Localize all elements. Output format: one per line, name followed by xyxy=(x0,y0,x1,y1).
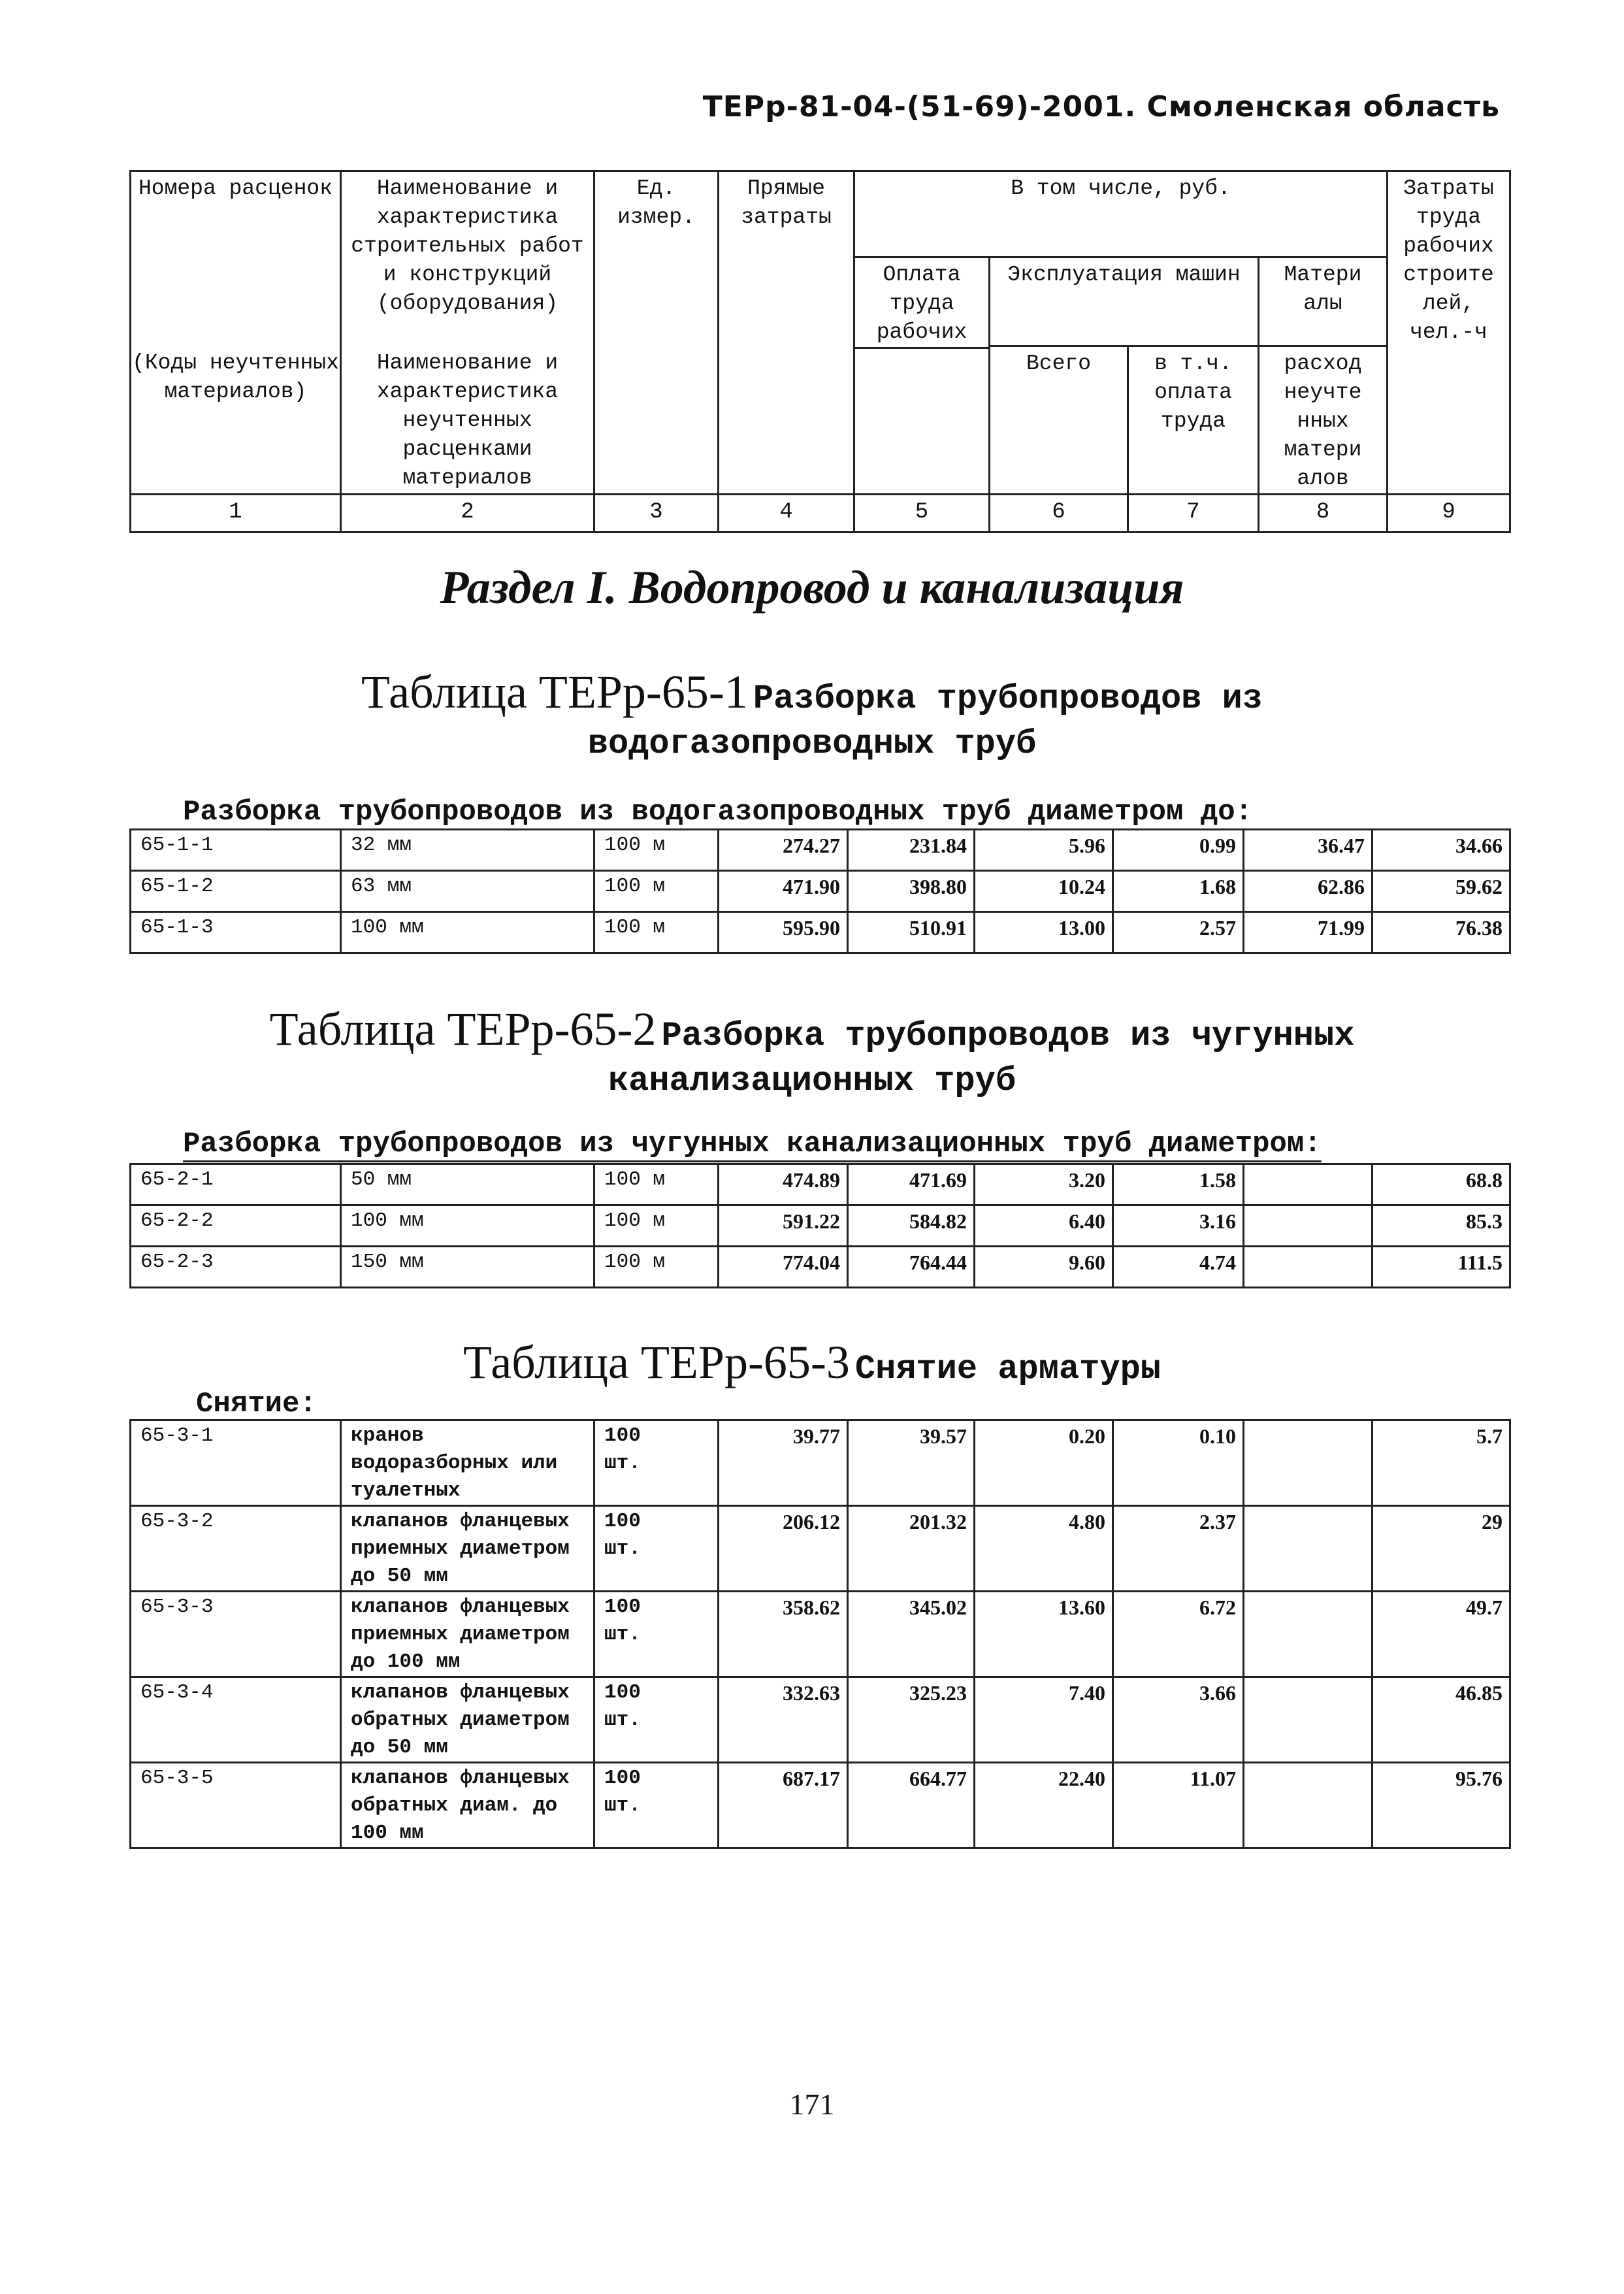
labor-hours: 68.8 xyxy=(1372,1164,1510,1205)
direct-costs: 206.12 xyxy=(719,1506,848,1592)
header-machine-total: Всего xyxy=(990,346,1128,495)
unit: 100 м xyxy=(594,1247,719,1288)
direct-costs: 595.90 xyxy=(719,912,848,953)
col-number: 3 xyxy=(594,495,719,533)
labor-hours: 34.66 xyxy=(1372,830,1510,871)
table-heading-65-3 xyxy=(0,1335,1624,1390)
table-row xyxy=(131,1592,1510,1677)
table-subtitle: Разборка трубопроводов из чугунных канализационных труб диаметром: xyxy=(183,1128,1322,1162)
unit: 100 шт. xyxy=(594,1677,719,1763)
direct-costs: 774.04 xyxy=(719,1247,848,1288)
rate-code: 65-1-1 xyxy=(131,830,341,871)
machine-labor: 2.37 xyxy=(1113,1506,1244,1592)
header-direct-costs: Прямые затраты xyxy=(719,171,854,495)
work-name: кранов водоразборных или туалетных xyxy=(341,1420,594,1506)
page-number: 171 xyxy=(789,2088,835,2121)
col-number: 5 xyxy=(854,495,990,533)
machine-total: 13.60 xyxy=(975,1592,1113,1677)
machine-total: 0.20 xyxy=(975,1420,1113,1506)
header-machine-ops: Эксплуатация машин xyxy=(990,257,1259,346)
unit: 100 м xyxy=(594,912,719,953)
machine-labor: 4.74 xyxy=(1113,1247,1244,1288)
unit: 100 м xyxy=(594,871,719,912)
rate-code: 65-3-1 xyxy=(131,1420,341,1506)
direct-costs: 274.27 xyxy=(719,830,848,871)
materials xyxy=(1244,1506,1372,1592)
table-subtitle: Разборка трубопроводов из водогазопроводных труб диаметром до: xyxy=(183,796,1252,830)
machine-total: 9.60 xyxy=(975,1247,1113,1288)
table-row xyxy=(131,912,1510,953)
machine-labor: 3.66 xyxy=(1113,1677,1244,1763)
rate-code: 65-2-1 xyxy=(131,1164,341,1205)
data-table-65-3 xyxy=(129,1419,1511,1849)
machine-total: 13.00 xyxy=(975,912,1113,953)
machine-labor: 3.16 xyxy=(1113,1205,1244,1247)
machine-labor: 0.10 xyxy=(1113,1420,1244,1506)
table-row xyxy=(131,1763,1510,1848)
materials: 62.86 xyxy=(1244,871,1372,912)
col-number: 2 xyxy=(341,495,594,533)
machine-total: 10.24 xyxy=(975,871,1113,912)
header-including: В том числе, руб. xyxy=(854,171,1388,257)
work-name: клапанов фланцевых обратных диаметром до 50 мм xyxy=(341,1677,594,1763)
labor-pay: 345.02 xyxy=(848,1592,975,1677)
work-name: 150 мм xyxy=(341,1247,594,1288)
labor-pay: 584.82 xyxy=(848,1205,975,1247)
work-name: 100 мм xyxy=(341,1205,594,1247)
col-number: 7 xyxy=(1128,495,1259,533)
direct-costs: 591.22 xyxy=(719,1205,848,1247)
table-title-cont: водогазопроводных труб xyxy=(587,725,1037,763)
header-materials: Матери алы xyxy=(1259,257,1388,346)
labor-hours: 49.7 xyxy=(1372,1592,1510,1677)
labor-pay: 510.91 xyxy=(848,912,975,953)
header-labor-pay: Оплата труда рабочих xyxy=(854,257,990,348)
direct-costs: 474.89 xyxy=(719,1164,848,1205)
rate-code: 65-3-5 xyxy=(131,1763,341,1848)
materials xyxy=(1244,1592,1372,1677)
work-name: 50 мм xyxy=(341,1164,594,1205)
table-title: Разборка трубопроводов из чугунных xyxy=(661,1017,1355,1055)
table-row xyxy=(131,830,1510,871)
labor-hours: 111.5 xyxy=(1372,1247,1510,1288)
unit: 100 м xyxy=(594,1205,719,1247)
table-row xyxy=(131,1247,1510,1288)
labor-pay: 325.23 xyxy=(848,1677,975,1763)
materials xyxy=(1244,1677,1372,1763)
labor-pay: 471.69 xyxy=(848,1164,975,1205)
table-row xyxy=(131,1164,1510,1205)
header-name-bottom: Наименование и характеристика неучтенных расценками материалов xyxy=(341,346,594,495)
rate-code: 65-1-3 xyxy=(131,912,341,953)
work-name: клапанов фланцевых приемных диаметром до 50 мм xyxy=(341,1506,594,1592)
machine-labor: 1.68 xyxy=(1113,871,1244,912)
machine-total: 7.40 xyxy=(975,1677,1113,1763)
table-title-cont: канализационных труб xyxy=(608,1062,1016,1100)
table-name: Таблица ТЕРр-65-1 xyxy=(361,666,748,718)
work-name: 100 мм xyxy=(341,912,594,953)
machine-labor: 11.07 xyxy=(1113,1763,1244,1848)
machine-total: 6.40 xyxy=(975,1205,1113,1247)
labor-pay: 231.84 xyxy=(848,830,975,871)
materials xyxy=(1244,1164,1372,1205)
labor-pay: 201.32 xyxy=(848,1506,975,1592)
labor-hours: 95.76 xyxy=(1372,1763,1510,1848)
col-number: 9 xyxy=(1388,495,1510,533)
table-name: Таблица ТЕРр-65-2 xyxy=(269,1003,657,1055)
labor-hours: 46.85 xyxy=(1372,1677,1510,1763)
unit: 100 шт. xyxy=(594,1506,719,1592)
table-row xyxy=(131,1420,1510,1506)
work-name: клапанов фланцевых обратных диам. до 100 мм xyxy=(341,1763,594,1848)
header-name: Наименование и характеристика строительных работ и конструкций (оборудования) xyxy=(341,171,594,346)
materials: 36.47 xyxy=(1244,830,1372,871)
labor-pay: 39.57 xyxy=(848,1420,975,1506)
direct-costs: 358.62 xyxy=(719,1592,848,1677)
table-heading-65-1 xyxy=(0,665,1624,763)
labor-hours: 76.38 xyxy=(1372,912,1510,953)
materials: 71.99 xyxy=(1244,912,1372,953)
labor-hours: 5.7 xyxy=(1372,1420,1510,1506)
machine-total: 5.96 xyxy=(975,830,1113,871)
data-table-65-1 xyxy=(129,828,1511,954)
rate-code: 65-3-4 xyxy=(131,1677,341,1763)
unit: 100 шт. xyxy=(594,1592,719,1677)
section-title: Раздел I. Водопровод и канализация xyxy=(440,561,1184,614)
rate-code: 65-3-3 xyxy=(131,1592,341,1677)
header-machine-incl: в т.ч. оплата труда xyxy=(1128,346,1259,495)
header-codes-bottom: (Коды неучтенных материалов) xyxy=(131,346,341,495)
machine-total: 22.40 xyxy=(975,1763,1113,1848)
header-materials-sub: расход неучте нных матери алов xyxy=(1259,346,1388,495)
table-row xyxy=(131,1205,1510,1247)
header-table xyxy=(129,170,1511,533)
table-row xyxy=(131,1506,1510,1592)
col-number: 8 xyxy=(1259,495,1388,533)
direct-costs: 39.77 xyxy=(719,1420,848,1506)
direct-costs: 332.63 xyxy=(719,1677,848,1763)
machine-total: 4.80 xyxy=(975,1506,1113,1592)
machine-labor: 2.57 xyxy=(1113,912,1244,953)
direct-costs: 471.90 xyxy=(719,871,848,912)
header-labor-cost: Затраты труда рабочих строите лей, чел.-ч xyxy=(1388,171,1510,495)
table-row xyxy=(131,1677,1510,1763)
materials xyxy=(1244,1763,1372,1848)
header-unit: Ед. измер. xyxy=(594,171,719,495)
labor-pay: 398.80 xyxy=(848,871,975,912)
unit: 100 шт. xyxy=(594,1420,719,1506)
machine-labor: 6.72 xyxy=(1113,1592,1244,1677)
table-heading-65-2 xyxy=(0,1002,1624,1100)
labor-pay: 764.44 xyxy=(848,1247,975,1288)
machine-total: 3.20 xyxy=(975,1164,1113,1205)
work-name: 63 мм xyxy=(341,871,594,912)
materials xyxy=(1244,1247,1372,1288)
table-title: Разборка трубопроводов из xyxy=(753,680,1263,718)
table-name: Таблица ТЕРр-65-3 xyxy=(463,1336,850,1388)
work-name: 32 мм xyxy=(341,830,594,871)
direct-costs: 687.17 xyxy=(719,1763,848,1848)
unit: 100 шт. xyxy=(594,1763,719,1848)
machine-labor: 0.99 xyxy=(1113,830,1244,871)
rate-code: 65-1-2 xyxy=(131,871,341,912)
rate-code: 65-3-2 xyxy=(131,1506,341,1592)
machine-labor: 1.58 xyxy=(1113,1164,1244,1205)
rate-code: 65-2-2 xyxy=(131,1205,341,1247)
labor-hours: 29 xyxy=(1372,1506,1510,1592)
labor-hours: 59.62 xyxy=(1372,871,1510,912)
labor-hours: 85.3 xyxy=(1372,1205,1510,1247)
col-number: 4 xyxy=(719,495,854,533)
unit: 100 м xyxy=(594,830,719,871)
table-title: Снятие арматуры xyxy=(854,1350,1161,1388)
col-number: 1 xyxy=(131,495,341,533)
work-name: клапанов фланцевых приемных диаметром до 100 мм xyxy=(341,1592,594,1677)
table-row xyxy=(131,871,1510,912)
col-number: 6 xyxy=(990,495,1128,533)
rate-code: 65-2-3 xyxy=(131,1247,341,1288)
header-labor-pay-cont xyxy=(854,348,990,495)
header-codes: Номера расценок xyxy=(131,171,341,346)
labor-pay: 664.77 xyxy=(848,1763,975,1848)
unit: 100 м xyxy=(594,1164,719,1205)
data-table-65-2 xyxy=(129,1163,1511,1288)
materials xyxy=(1244,1205,1372,1247)
materials xyxy=(1244,1420,1372,1506)
table-subtitle: Снятие: xyxy=(196,1388,317,1420)
running-head: ТЕРр-81-04-(51-69)-2001. Смоленская область xyxy=(702,90,1500,123)
